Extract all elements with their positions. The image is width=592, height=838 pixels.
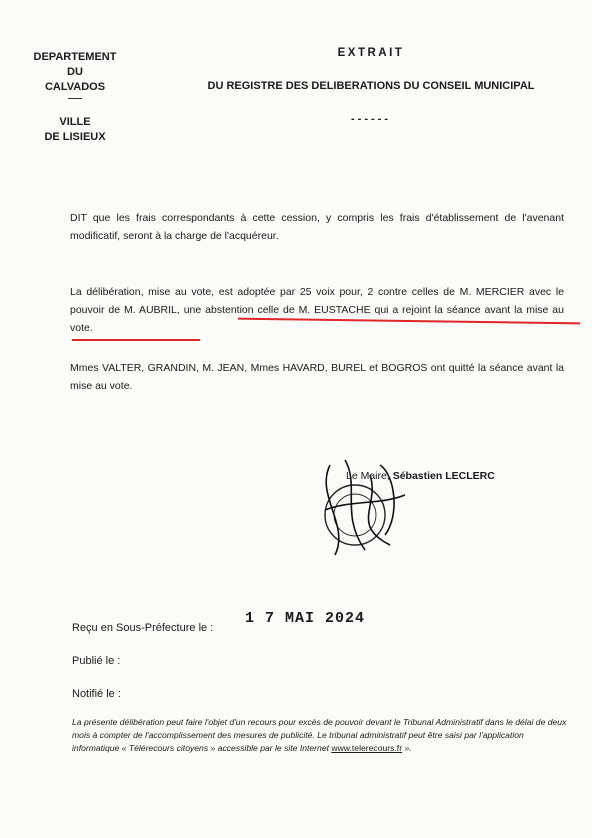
ville-line-2: DE LISIEUX bbox=[44, 131, 106, 143]
title-dashes: ------ bbox=[351, 113, 391, 125]
department-block bbox=[0, 50, 150, 145]
dept-separator bbox=[68, 98, 82, 105]
signature-role: Le Maire, bbox=[346, 470, 390, 482]
registre-title: DU REGISTRE DES DELIBERATIONS DU CONSEIL MUNICIPAL bbox=[207, 80, 535, 92]
red-underline-2 bbox=[72, 339, 200, 341]
paragraph-frais: DIT que les frais correspondants à cette cession, y compris les frais d'établissement de l'avenant modificatif, seront à la charge de l'acquéreur. bbox=[70, 212, 564, 242]
recours-end: ». bbox=[402, 743, 412, 753]
notifie-label: Notifié le : bbox=[72, 688, 121, 700]
recours-text: La présente délibération peut faire l'objet d'un recours pour excès de pouvoir devant le Tribunal Administratif dans le délai de deux mois à compter de l'accomplissement des mesures de publicité. Le tribunal administratif peut être saisi par l'application informatique « Télérecours citoyens » accessible par le site Internet bbox=[72, 717, 567, 753]
signature-name: Sébastien LECLERC bbox=[392, 470, 495, 482]
paragraph-vote: La délibération, mise au vote, est adoptée par 25 voix pour, 2 contre celles de M. MERCIER avec le pouvoir de M. AUBRIL, une abstention celle de M. EUSTACHE qui a rejoint la séance avant la mise au vote. bbox=[70, 286, 564, 334]
recu-date-stamp: 1 7 MAI 2024 bbox=[245, 610, 366, 627]
dept-line-1: DEPARTEMENT bbox=[33, 51, 117, 63]
paragraph-depart: Mmes VALTER, GRANDIN, M. JEAN, Mmes HAVARD, BUREL et BOGROS ont quitté la séance avant la mise au vote. bbox=[70, 362, 564, 392]
telerecours-link[interactable]: www.telerecours.fr bbox=[331, 743, 403, 753]
signature-line bbox=[346, 470, 495, 482]
recours-notice bbox=[72, 716, 568, 755]
dept-line-3: CALVADOS bbox=[44, 81, 106, 93]
ville-line-1: VILLE bbox=[59, 116, 91, 128]
dept-line-2: DU bbox=[67, 66, 83, 78]
publie-label: Publié le : bbox=[72, 655, 121, 667]
extrait-title: EXTRAIT bbox=[337, 47, 405, 59]
recu-label: Reçu en Sous-Préfecture le : bbox=[72, 622, 214, 634]
